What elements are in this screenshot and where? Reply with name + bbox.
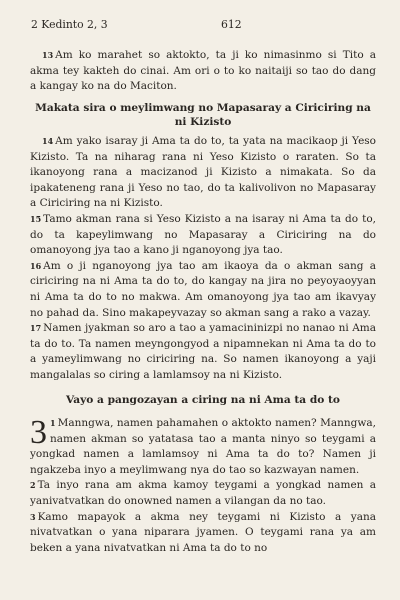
verse-text: Tamo akman rana si Yeso Kizisto a na isaray ni Ama ta do to, do ta kapeylimwang no Mapasaray a Ciriciring na do omanoyong jya tao a kano ji nganoyong jya tao. xyxy=(30,212,376,257)
verse-text: Am o ji nganoyong jya tao am ikaoya da o akman sang a ciriciring na ni Ama ta do to, do kangay na jira no peyoyaoyyan ni Ama ta do to no makwa. Am omanoyong jya tao am ikavyay no pahad da. Sino makapeyvazay so akman sang a rako a vazay. xyxy=(30,259,376,319)
chapter-3-verse-1 xyxy=(30,416,376,478)
verse-text: Manngwa, namen pahamahen o aktokto namen? Manngwa, namen akman so yatatasa tao a manta ninyo so teygami a yongkad namen a lamlamsoy ni Ama ta do to? Namen ji ngakzeba inyo a meylimwang nya do tao so kazwayan namen. xyxy=(30,417,376,476)
verse-15 xyxy=(30,212,376,259)
verse-number: 14 xyxy=(42,135,54,146)
verse-14 xyxy=(30,134,376,212)
page-number: 612 xyxy=(221,18,242,31)
verse-16 xyxy=(30,259,376,321)
section-heading: Makata sira o meylimwang no Mapasaray a Ciriciring na ni Kizisto xyxy=(35,101,371,129)
verse-number: 16 xyxy=(30,260,42,271)
verse-3 xyxy=(30,510,376,557)
page-content xyxy=(30,48,376,556)
verse-17 xyxy=(30,321,376,383)
section-heading: Vayo a pangozayan a ciring na ni Ama ta do to xyxy=(66,394,340,407)
verse-2 xyxy=(30,478,376,509)
verse-number: 3 xyxy=(30,511,36,522)
verse-number: 13 xyxy=(42,50,54,60)
verse-number: 17 xyxy=(30,323,42,334)
verse-number: 1 xyxy=(50,418,56,429)
page-header xyxy=(31,18,364,31)
verse-13 xyxy=(30,48,376,95)
verse-text: Ta inyo rana am akma kamoy teygami a yongkad namen a yanivatvatkan do onowned namen a vilangan da no tao. xyxy=(30,479,376,508)
verse-text: Am ko marahet so aktokto, ta ji ko nimasinmo si Tito a akma tey kakteh do cinai. Am ori o to ko naitaiji so tao do dang a kangay ko na do Maciton. xyxy=(30,49,376,93)
verse-text: Am yako isaray ji Ama ta do to, ta yata na macikaop ji Yeso Kizisto. Ta na niharag rana ni Yeso Kizisto o raraten. So ta ikanoyong rana a macizanod ji Kizisto a nimakata. So da ipakateneng rana ji Yeso no tao, do ta kalivolivon no Mapasaray a Ciriciring na ni Kizisto. xyxy=(30,134,376,210)
verse-number: 15 xyxy=(30,213,42,224)
verse-number: 2 xyxy=(30,480,36,491)
verse-text: Namen jyakman so aro a tao a yamacininizpi no nanao ni Ama ta do to. Ta namen meyngongyod a nipamnekan ni Ama ta do to a yameylimwang no ciriciring na. So namen ikanoyong a yaji mangalalas so ciring a lamlamsoy na ni Kizisto. xyxy=(30,322,376,381)
chapter-number: 3 xyxy=(30,414,47,452)
running-reference: 2 Kedinto 2, 3 xyxy=(31,18,108,31)
verse-text: Kamo mapayok a akma ney teygami ni Kizisto a yana nivatvatkan o yana niparara jyamen. O teygami rana ya am beken a yana nivatvatkan ni Ama ta do to no xyxy=(30,510,376,554)
